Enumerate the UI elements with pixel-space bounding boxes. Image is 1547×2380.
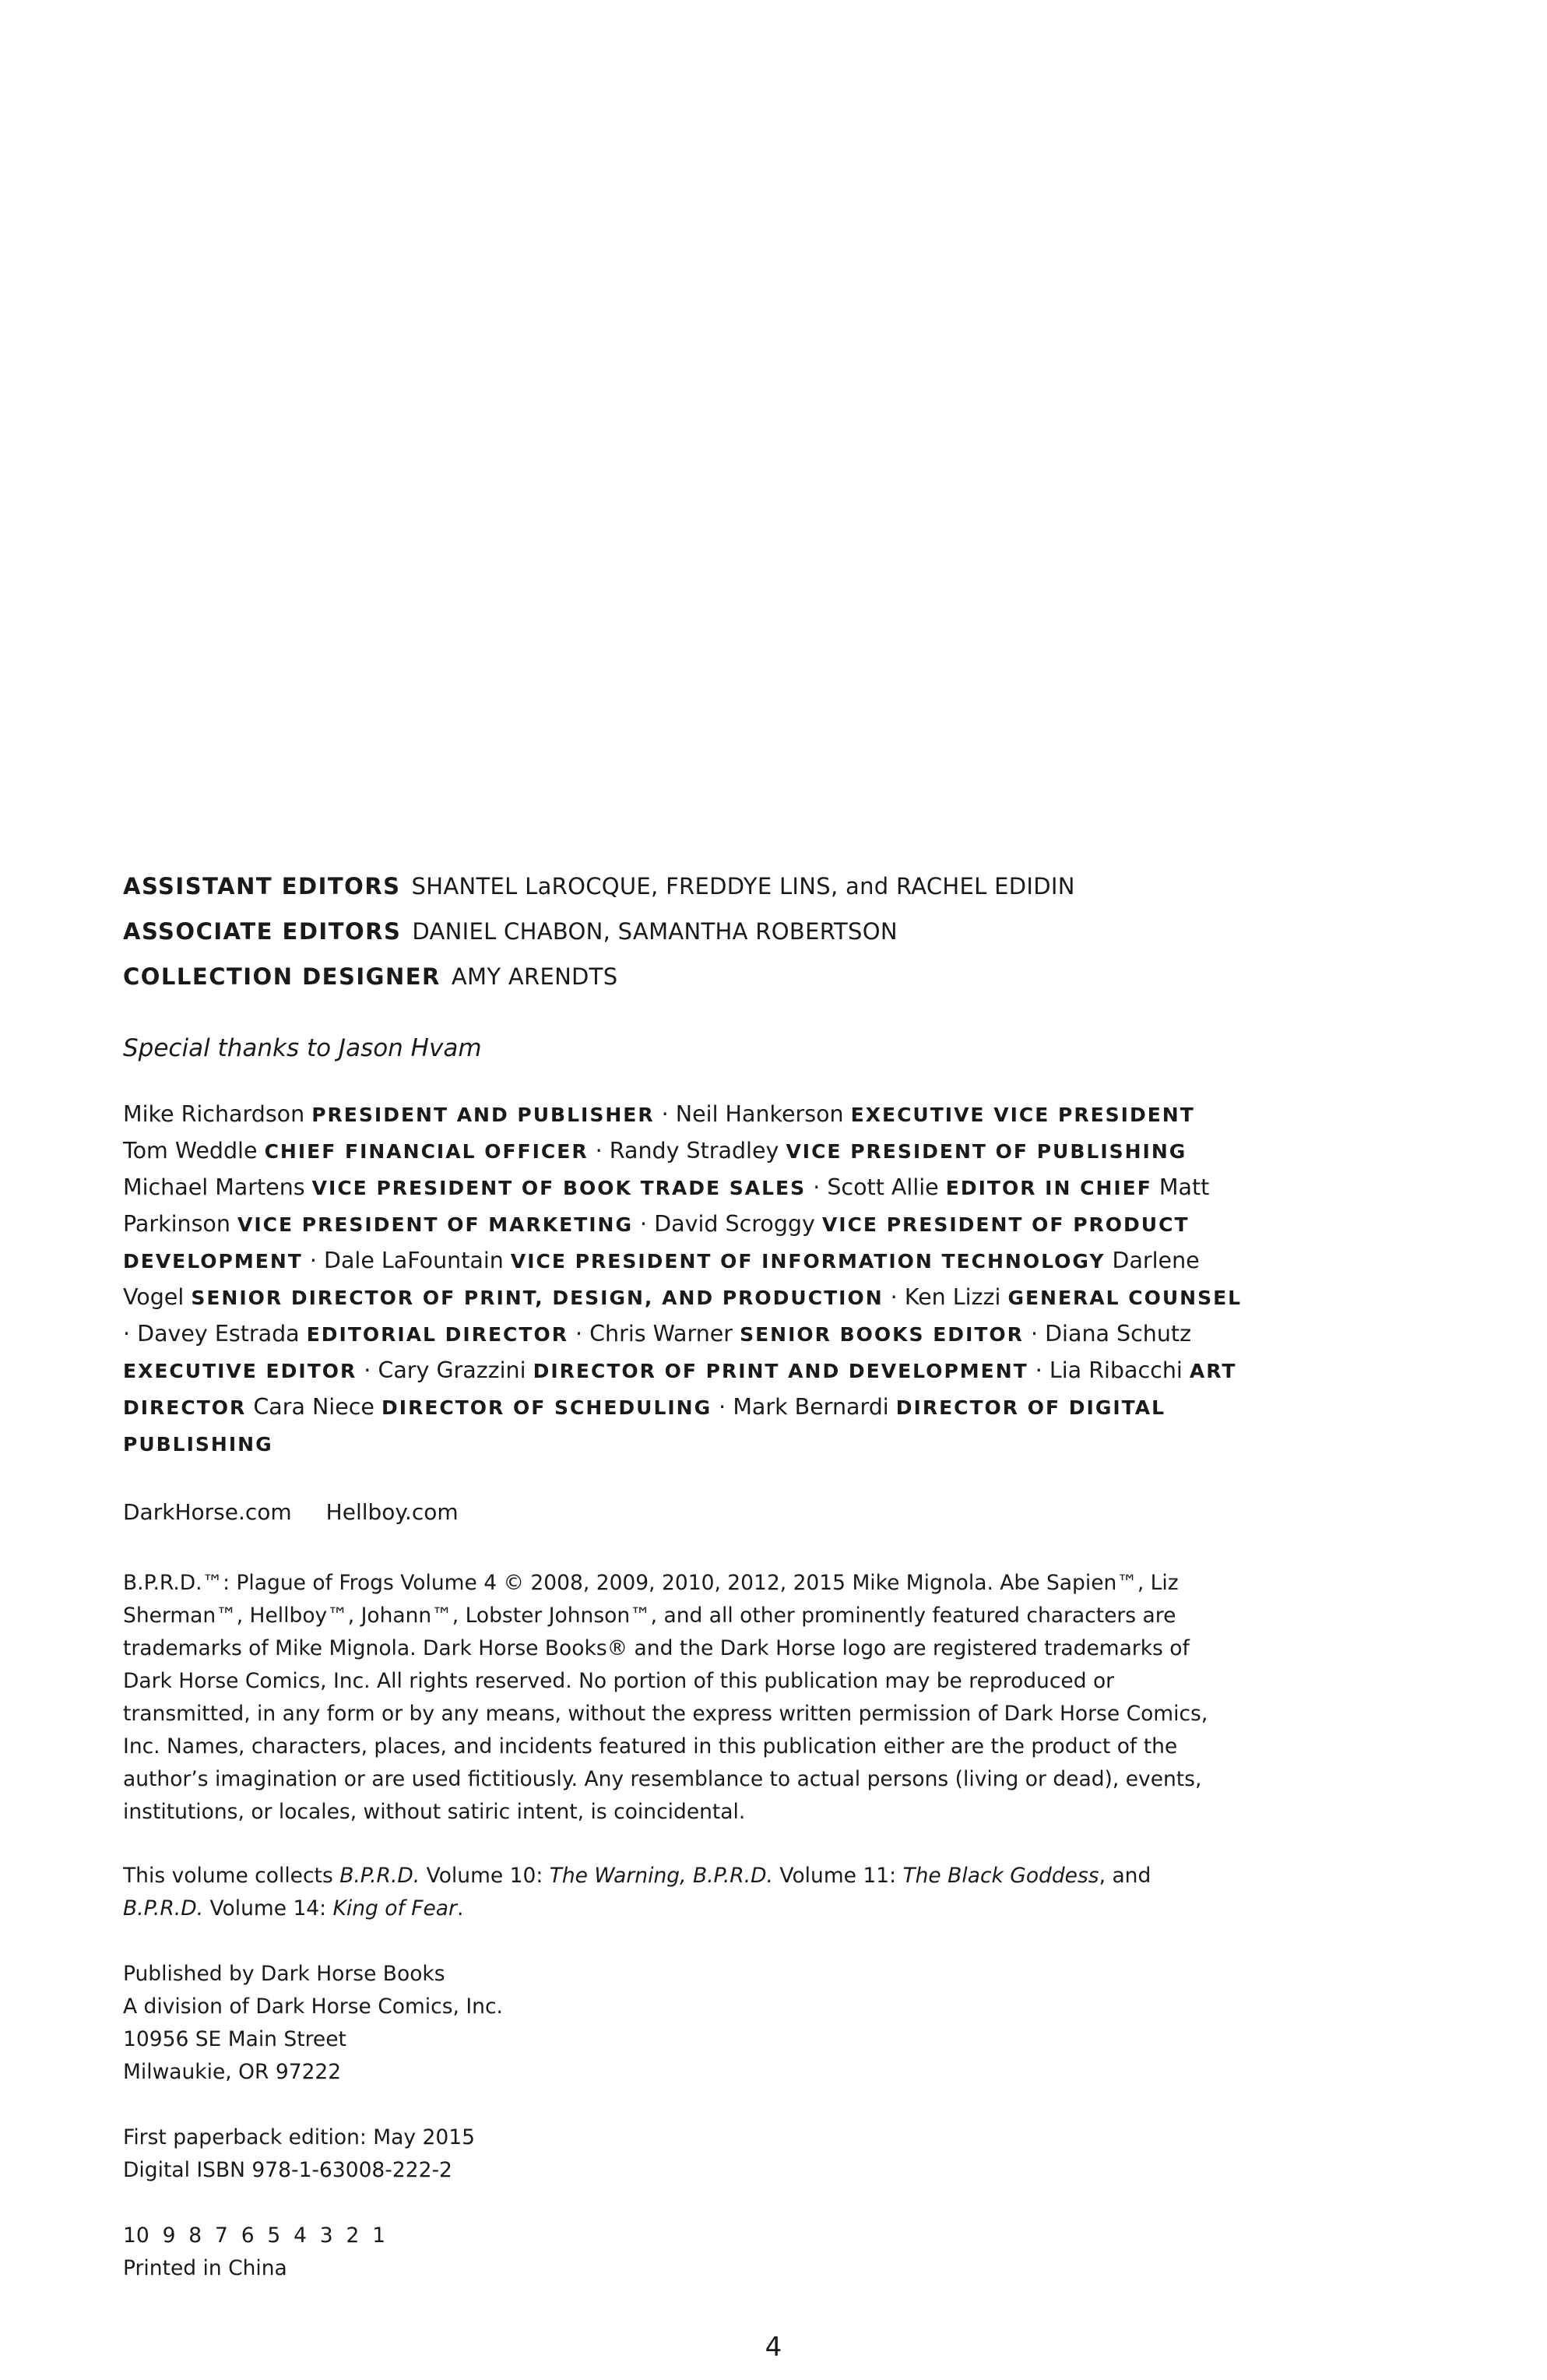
series-title: B.P.R.D. xyxy=(123,1896,204,1921)
staff-title: DIRECTOR OF SCHEDULING xyxy=(381,1396,712,1419)
staff-name: Diana Schutz xyxy=(1045,1321,1192,1347)
staff-title: VICE PRESIDENT OF MARKETING xyxy=(237,1213,633,1236)
staff-title: DIRECTOR OF PRINT AND DEVELOPMENT xyxy=(533,1360,1028,1382)
credit-line xyxy=(123,916,1260,961)
special-thanks: Special thanks to Jason Hvam xyxy=(123,1034,482,1062)
publisher-line: A division of Dark Horse Comics, Inc. xyxy=(123,1994,503,2019)
staff-name: Mark Bernardi xyxy=(733,1394,889,1420)
staff-title: ART DIRECTOR xyxy=(123,1360,1237,1419)
credit-role: ASSISTANT EDITORS xyxy=(123,873,401,900)
staff-title: EXECUTIVE VICE PRESIDENT xyxy=(850,1104,1195,1126)
publisher-line: Milwaukie, OR 97222 xyxy=(123,2060,342,2084)
credit-names: AMY ARENDTS xyxy=(451,963,618,990)
staff-title: PRESIDENT AND PUBLISHER xyxy=(311,1104,655,1126)
staff-name: Cary Grazzini xyxy=(378,1357,526,1383)
collects-intro: This volume collects xyxy=(123,1864,340,1888)
volume-label: Volume 14: xyxy=(203,1896,333,1921)
staff-name: Chris Warner xyxy=(589,1321,733,1347)
legal-notice: B.P.R.D.™: Plague of Frogs Volume 4 © 2008, 2009, 2010, 2012, 2015 Mike Mignola. Abe Sapien™, Liz Sherman™, Hellboy™, Johann™, Lobster Johnson™, and all other prominently featured characters are trademarks of Mike Mignola. Dark Horse Books® and the Dark Horse logo are registered trademarks of Dark Horse Comics, Inc. All rights reserved. No portion of this publication may be reproduced or transmitted, in any form or by any means, without the express written permission of Dark Horse Comics, Inc. Names, characters, places, and incidents featured in this publication either are the product of the author’s imagination or are used fictitiously. Any resemblance to actual persons (living or dead), events, institutions, or locales, without satiric intent, is coincidental. xyxy=(123,1571,1208,1824)
volume-title: King of Fear xyxy=(332,1896,457,1921)
staff-name: Matt Parkinson xyxy=(123,1174,1210,1237)
staff-list: Mike Richardson PRESIDENT AND PUBLISHER · Neil Hankerson EXECUTIVE VICE PRESIDENT Tom Weddle CHIEF FINANCIAL OFFICER · Randy Stradley VICE PRESIDENT OF PUBLISHING Michael Martens VICE PRESIDENT OF BOOK TRADE SALES · Scott Allie EDITOR IN CHIEF Matt Parkinson VICE PRESIDENT OF MARKETING · David Scroggy VICE PRESIDENT OF PRODUCT DEVELOPMENT · Dale LaFountain VICE PRESIDENT OF INFORMATION TECHNOLOGY Darlene Vogel SENIOR DIRECTOR OF PRINT, DESIGN, AND PRODUCTION · Ken Lizzi GENERAL COUNSEL · Davey Estrada EDITORIAL DIRECTOR · Chris Warner SENIOR BOOKS EDITOR · Diana Schutz EXECUTIVE EDITOR · Cary Grazzini DIRECTOR OF PRINT AND DEVELOPMENT · Lia Ribacchi ART DIRECTOR Cara Niece DIRECTOR OF SCHEDULING · Mark Bernardi DIRECTOR OF DIGITAL PUBLISHING xyxy=(123,1101,1243,1456)
staff-title: VICE PRESIDENT OF PUBLISHING xyxy=(786,1140,1187,1163)
staff-name: Cara Niece xyxy=(253,1394,374,1420)
staff-name: Michael Martens xyxy=(123,1174,305,1200)
website-links xyxy=(123,1497,1260,1528)
edition-info xyxy=(123,2121,1260,2187)
period: . xyxy=(456,1896,464,1921)
publisher-line: Published by Dark Horse Books xyxy=(123,1962,445,1986)
credit-role: COLLECTION DESIGNER xyxy=(123,963,441,990)
page-number: 4 xyxy=(765,2332,782,2363)
credit-line xyxy=(123,961,1260,1006)
edition-line: First paperback edition: May 2015 xyxy=(123,2125,475,2149)
collects-notice xyxy=(123,1860,1244,1925)
staff-title: GENERAL COUNSEL xyxy=(1007,1287,1243,1309)
staff-title: EXECUTIVE EDITOR xyxy=(123,1360,357,1382)
staff-name: Scott Allie xyxy=(827,1174,939,1200)
staff-title: DIRECTOR OF DIGITAL PUBLISHING xyxy=(123,1396,1166,1456)
printed-in-line: Printed in China xyxy=(123,2256,287,2280)
staff-title: EDITOR IN CHIEF xyxy=(945,1177,1152,1199)
staff-name: Darlene Vogel xyxy=(123,1248,1200,1310)
staff-name: Dale LaFountain xyxy=(324,1248,504,1273)
volume-title: The Black Goddess xyxy=(902,1864,1099,1888)
credits-block xyxy=(123,871,1260,1006)
copyright-page xyxy=(123,871,1260,2285)
staff-name: Lia Ribacchi xyxy=(1049,1357,1183,1383)
staff-name: Davey Estrada xyxy=(137,1321,300,1347)
conjunction: , and xyxy=(1099,1864,1151,1888)
staff-title: CHIEF FINANCIAL OFFICER xyxy=(264,1140,589,1163)
printing-info xyxy=(123,2220,1260,2285)
staff-name: Ken Lizzi xyxy=(904,1284,1001,1310)
staff-title: EDITORIAL DIRECTOR xyxy=(306,1323,568,1346)
series-title: B.P.R.D. xyxy=(692,1864,773,1888)
series-title: B.P.R.D. xyxy=(339,1864,420,1888)
staff-name: Tom Weddle xyxy=(123,1138,258,1164)
credit-names: DANIEL CHABON, SAMANTHA ROBERTSON xyxy=(412,918,898,945)
volume-label: Volume 10: xyxy=(420,1864,550,1888)
staff-title: VICE PRESIDENT OF INFORMATION TECHNOLOGY xyxy=(510,1250,1106,1273)
staff-name: Neil Hankerson xyxy=(675,1101,844,1127)
staff-name: David Scroggy xyxy=(654,1211,815,1237)
website-hellboy: Hellboy.com xyxy=(325,1499,459,1525)
publisher-line: 10956 SE Main Street xyxy=(123,2027,346,2051)
credit-line xyxy=(123,871,1260,916)
credit-role: ASSOCIATE EDITORS xyxy=(123,918,402,945)
staff-title: VICE PRESIDENT OF PRODUCT DEVELOPMENT xyxy=(123,1213,1190,1273)
staff-name: Randy Stradley xyxy=(609,1138,779,1164)
staff-title: SENIOR BOOKS EDITOR xyxy=(740,1323,1024,1346)
staff-title: VICE PRESIDENT OF BOOK TRADE SALES xyxy=(311,1177,807,1199)
volume-title: The Warning, xyxy=(549,1864,687,1888)
isbn-line: Digital ISBN 978-1-63008-222-2 xyxy=(123,2158,452,2182)
publisher-address xyxy=(123,1958,1260,2089)
credit-names: SHANTEL LaROCQUE, FREDDYE LINS, and RACHEL EDIDIN xyxy=(411,873,1075,900)
website-darkhorse: DarkHorse.com xyxy=(123,1499,292,1525)
volume-label: Volume 11: xyxy=(772,1864,903,1888)
staff-name: Mike Richardson xyxy=(123,1101,305,1127)
staff-title: SENIOR DIRECTOR OF PRINT, DESIGN, AND PRODUCTION xyxy=(191,1287,884,1309)
print-run-line: 10 9 8 7 6 5 4 3 2 1 xyxy=(123,2223,386,2248)
